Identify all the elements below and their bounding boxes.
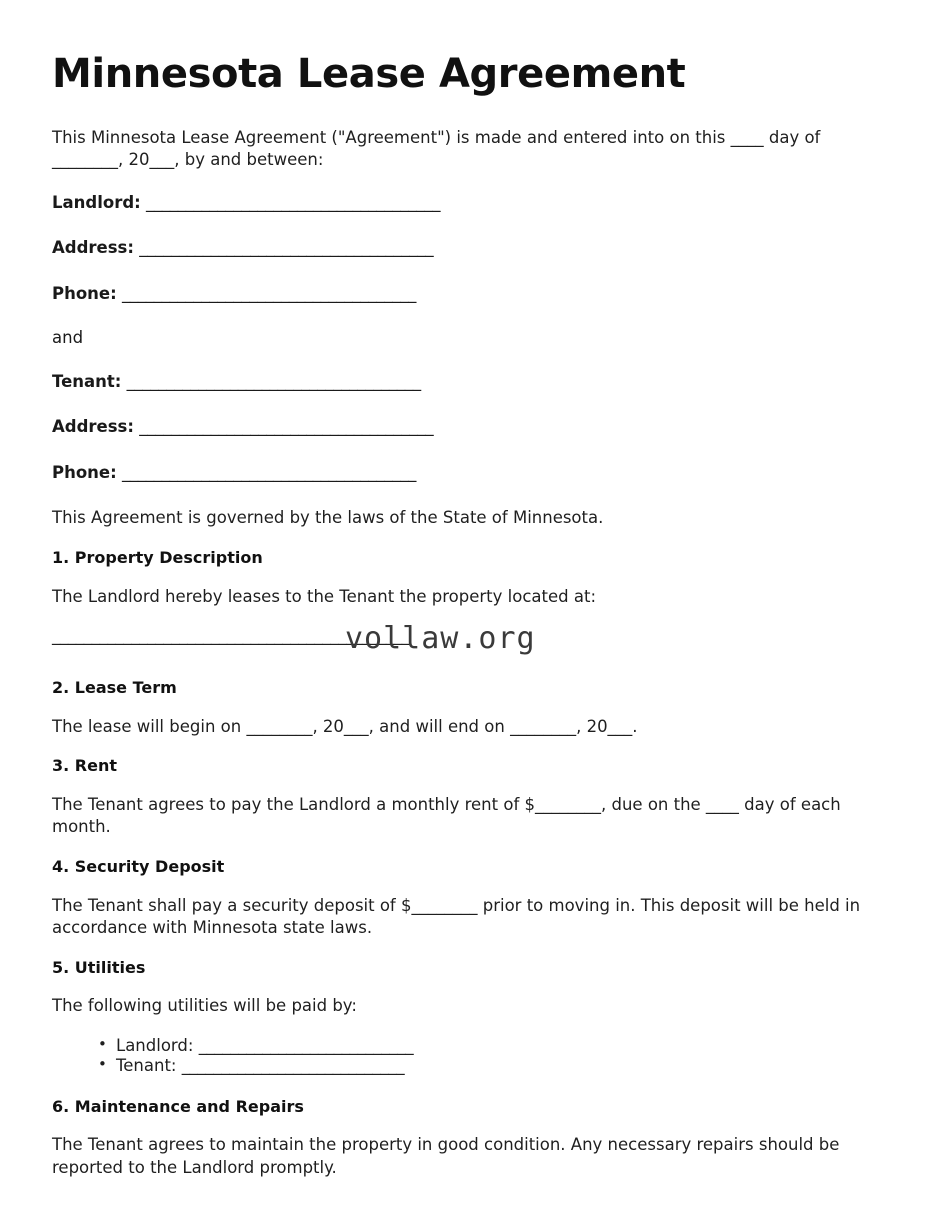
tenant-label: Tenant: [52, 371, 122, 391]
section-5-heading: 5. Utilities [52, 957, 146, 977]
landlord-address-input-blank[interactable]: _____________________________________ [139, 238, 434, 258]
watermark-text: vollaw.org [345, 620, 536, 656]
section-maintenance-and-repairs [52, 1097, 891, 1180]
utilities-tenant-label: Tenant: [116, 1056, 177, 1076]
tenant-phone-field-row [52, 462, 891, 483]
section-5-body: The following utilities will be paid by: [52, 996, 357, 1016]
section-utilities [52, 958, 891, 1077]
tenant-address-input-blank[interactable]: _____________________________________ [139, 417, 434, 437]
tenant-phone-input-blank[interactable]: _____________________________________ [121, 462, 417, 482]
tenant-address-label: Address: [52, 417, 134, 437]
section-1-body: The Landlord hereby leases to the Tenant the property located at: [52, 586, 597, 606]
conjunction-text: and [52, 327, 84, 347]
section-6-body: The Tenant agrees to maintain the property in good condition. Any necessary repairs should be reported to the Landlord promptly. [52, 1135, 840, 1177]
landlord-label: Landlord: [52, 192, 141, 212]
section-4-body: The Tenant shall pay a security deposit of $________ prior to moving in. This deposit will be held in accordance with Minnesota state laws. [52, 895, 861, 938]
section-3-heading: 3. Rent [52, 756, 117, 776]
section-rent [52, 756, 891, 839]
utilities-tenant-input-blank[interactable]: ____________________________ [181, 1056, 405, 1076]
section-6-heading: 6. Maintenance and Repairs [52, 1096, 304, 1116]
section-property-description [52, 548, 891, 658]
section-2-body: The lease will begin on ________, 20___, and will end on ________, 20___. [52, 716, 638, 736]
landlord-field-row [52, 192, 891, 213]
landlord-phone-label: Phone: [52, 283, 117, 303]
section-2-heading: 2. Lease Term [52, 677, 177, 697]
list-item [98, 1056, 891, 1076]
property-address-input-blank[interactable]: _____________________________________________ [52, 625, 410, 645]
page-title: Minnesota Lease Agreement [52, 51, 686, 97]
section-lease-term [52, 678, 891, 738]
property-address-line-wrap [52, 620, 891, 658]
landlord-address-field-row [52, 237, 891, 258]
section-4-heading: 4. Security Deposit [52, 856, 225, 876]
list-item [98, 1036, 891, 1056]
utilities-landlord-label: Landlord: [116, 1035, 194, 1055]
landlord-phone-field-row [52, 283, 891, 304]
utilities-landlord-input-blank[interactable]: ___________________________ [198, 1035, 414, 1055]
tenant-address-field-row [52, 416, 891, 437]
governing-law-text: This Agreement is governed by the laws of the State of Minnesota. [52, 508, 604, 528]
section-1-heading: 1. Property Description [52, 547, 263, 567]
landlord-address-label: Address: [52, 238, 134, 258]
section-3-body: The Tenant agrees to pay the Landlord a monthly rent of $________, due on the ____ day of each month. [52, 795, 841, 837]
landlord-phone-input-blank[interactable]: _____________________________________ [121, 283, 417, 303]
tenant-phone-label: Phone: [52, 462, 117, 482]
landlord-input-blank[interactable]: _____________________________________ [146, 192, 441, 212]
utilities-list [52, 1036, 891, 1077]
intro-paragraph: This Minnesota Lease Agreement ("Agreement") is made and entered into on this ____ day of ________, 20___, by and between: [52, 127, 821, 170]
tenant-input-blank[interactable]: _____________________________________ [126, 371, 421, 391]
section-security-deposit [52, 857, 891, 940]
tenant-field-row [52, 371, 891, 392]
